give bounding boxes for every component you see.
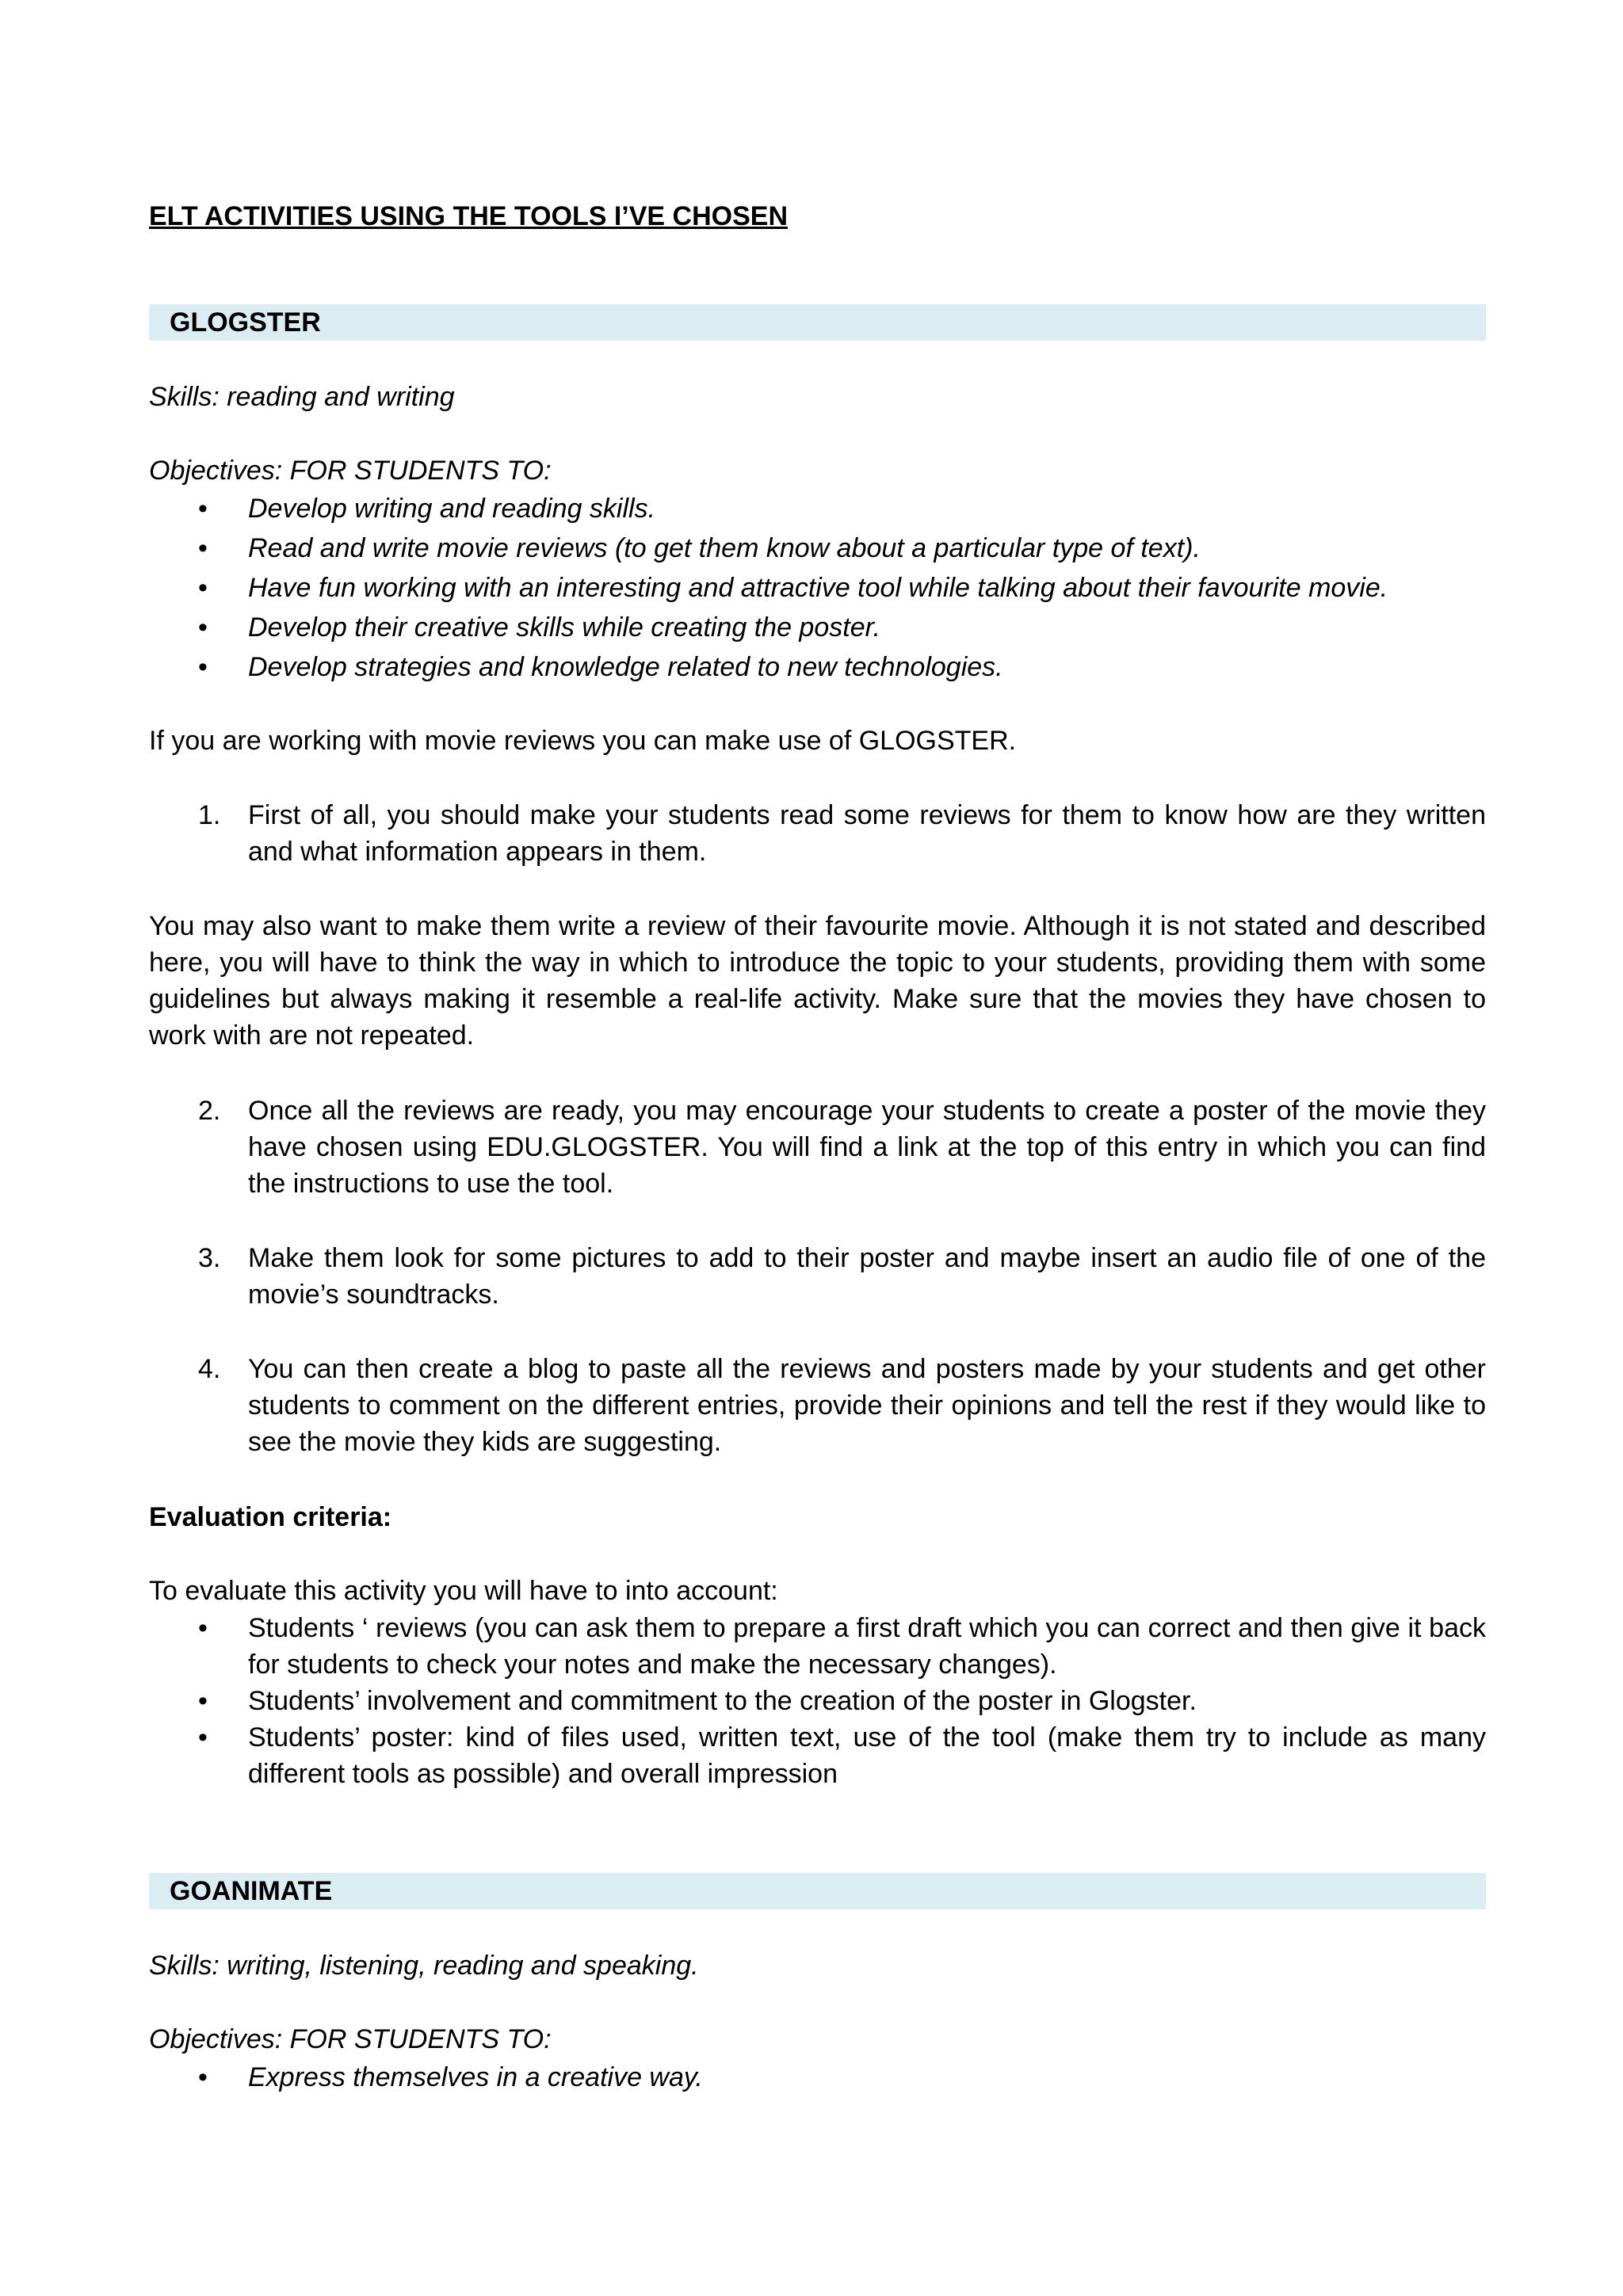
list-item: • Develop writing and reading skills. bbox=[149, 490, 1486, 527]
list-item: • Develop their creative skills while creating the poster. bbox=[149, 609, 1486, 646]
glogster-step-4 bbox=[149, 1351, 1486, 1460]
goanimate-objectives-list bbox=[149, 2059, 1486, 2096]
bullet-icon: • bbox=[198, 2062, 208, 2092]
glogster-skills: Skills: reading and writing bbox=[149, 382, 455, 412]
goanimate-skills: Skills: writing, listening, reading and speaking. bbox=[149, 1951, 699, 1981]
bullet-icon: • bbox=[198, 573, 208, 603]
bullet-icon: • bbox=[198, 533, 208, 563]
document-title: ELT ACTIVITIES USING THE TOOLS I’VE CHOSEN bbox=[149, 201, 789, 231]
bullet-icon: • bbox=[198, 652, 208, 682]
step-number: 2. bbox=[198, 1096, 221, 1126]
glogster-objectives-list bbox=[149, 490, 1486, 685]
glogster-step-1 bbox=[149, 797, 1486, 870]
list-item: • Express themselves in a creative way. bbox=[149, 2059, 1486, 2096]
goanimate-objectives-label: Objectives: FOR STUDENTS TO: bbox=[149, 2024, 552, 2054]
list-item: 4. You can then create a blog to paste all the reviews and posters made by your students and get other students to comment on the different entries, provide their opinions and tell the rest if they would like to see the movie they kids are suggesting. bbox=[149, 1351, 1486, 1460]
list-item: 1. First of all, you should make your students read some reviews for them to know how are they written and what information appears in them. bbox=[149, 797, 1486, 870]
list-item: 3. Make them look for some pictures to add to their poster and maybe insert an audio file of one of the movie’s soundtracks. bbox=[149, 1240, 1486, 1313]
glogster-step-2 bbox=[149, 1093, 1486, 1202]
step-number: 1. bbox=[198, 800, 221, 830]
bullet-icon: • bbox=[198, 612, 208, 643]
bullet-icon: • bbox=[198, 494, 208, 524]
list-item: • Students’ involvement and commitment to the creation of the poster in Glogster. bbox=[149, 1683, 1486, 1719]
list-item: • Develop strategies and knowledge related to new technologies. bbox=[149, 649, 1486, 685]
bullet-icon: • bbox=[198, 1686, 208, 1716]
list-item: • Students’ poster: kind of files used, written text, use of the tool (make them try to include as many different tools as possible) and overall impression bbox=[149, 1719, 1486, 1792]
glogster-intro: If you are working with movie reviews you can make use of GLOGSTER. bbox=[149, 726, 1017, 756]
step-number: 4. bbox=[198, 1354, 221, 1384]
bullet-icon: • bbox=[198, 1722, 208, 1753]
evaluation-list bbox=[149, 1610, 1486, 1792]
evaluation-heading: Evaluation criteria: bbox=[149, 1502, 392, 1532]
evaluation-intro: To evaluate this activity you will have to into account: bbox=[149, 1576, 778, 1606]
section-heading-glogster: GLOGSTER bbox=[149, 304, 1486, 341]
glogster-note: You may also want to make them write a review of their favourite movie. Although it is not stated and described here, you will have to think the way in which to introduce the topic to your students, providing them with some guidelines but always making it resemble a real-life activity. Make sure that the movies they have chosen to work with are not repeated. bbox=[149, 911, 1486, 1051]
glogster-step-3 bbox=[149, 1240, 1486, 1313]
section-heading-goanimate: GOANIMATE bbox=[149, 1873, 1486, 1909]
list-item: • Read and write movie reviews (to get them know about a particular type of text). bbox=[149, 530, 1486, 566]
step-number: 3. bbox=[198, 1243, 221, 1273]
glogster-objectives-label: Objectives: FOR STUDENTS TO: bbox=[149, 456, 552, 486]
list-item: • Have fun working with an interesting and attractive tool while talking about their favourite movie. bbox=[149, 570, 1486, 606]
bullet-icon: • bbox=[198, 1613, 208, 1643]
list-item: 2. Once all the reviews are ready, you may encourage your students to create a poster of the movie they have chosen using EDU.GLOGSTER. You will find a link at the top of this entry in which you can find the instructions to use the tool. bbox=[149, 1093, 1486, 1202]
list-item: • Students ‘ reviews (you can ask them to prepare a first draft which you can correct and then give it back for students to check your notes and make the necessary changes). bbox=[149, 1610, 1486, 1683]
